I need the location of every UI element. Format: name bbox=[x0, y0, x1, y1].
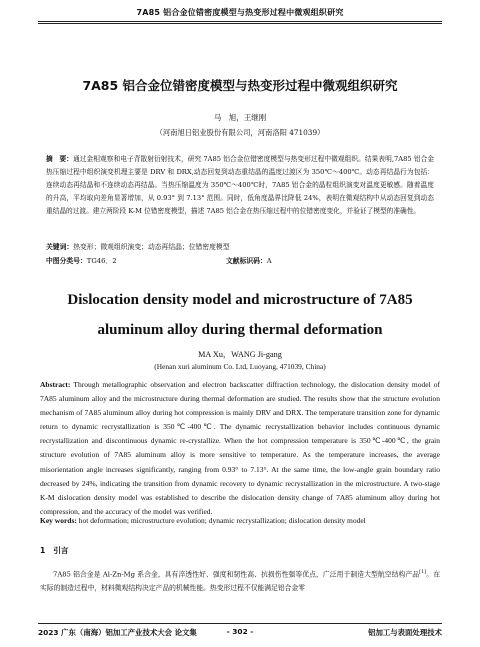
english-abstract-label: Abstract: bbox=[40, 380, 71, 389]
english-title: Dislocation density model and microstructure of 7A85 aluminum alloy during thermal deformation bbox=[67, 292, 413, 338]
header-rule-thin bbox=[38, 23, 442, 24]
chinese-keywords-label: 关键词： bbox=[46, 243, 74, 251]
document-code-value: A bbox=[266, 257, 272, 265]
document-code-label: 文献标识码： bbox=[226, 257, 267, 265]
body-paragraph bbox=[40, 566, 440, 595]
page-number: - 302 - bbox=[226, 627, 254, 636]
chinese-abstract-text: 通过金相观察和电子背散射衍射技术，研究 7A85 铝合金位错密度模型与热变形过程中微观组织。结果表明,7A85 铝合金热压缩过程中组织演变机理主要是 DRV 和 DRX,动态回复到动态重结晶的温度过渡区为 350℃～400℃。动态再结晶行为包括：连续动态再结晶和不连续动态再结晶。当热压缩温度为 350℃～400℃时，7A85 铝合金的晶粒组织演变对温度更敏感。随着温度的升高，平均取向差角显著增加，从 0.93° 到 7.13° 范围。同时，低角度晶界比降低 24%，表明在微观结构中从动态回复到动态重结晶的过渡。建立两阶段 K-M 位错密度模型，描述 7A85 铝合金在热压缩过程中的位错密度变化，并验证了模型的准确性。 bbox=[46, 155, 435, 215]
footer-proceedings: 2023 广东（南海）铝加工产业技术大会 论文集 bbox=[38, 628, 197, 637]
header-rule bbox=[38, 21, 442, 22]
english-authors: MA Xu，WANG Ji-gang bbox=[198, 350, 282, 359]
footer-section: 铝加工与表面处理技术 bbox=[368, 628, 442, 637]
running-header: 7A85 铝合金位错密度模型与热变形过程中微观组织研究 bbox=[136, 8, 344, 17]
chinese-authors: 马 旭，王继刚 bbox=[213, 113, 267, 122]
chinese-keywords bbox=[46, 241, 434, 251]
classification-row bbox=[46, 255, 434, 265]
clc-value: TG46．2 bbox=[86, 257, 117, 265]
section-number: 1 bbox=[40, 546, 46, 555]
chinese-keywords-text: 热变形；微观组织演变；动态再结晶；位错密度模型 bbox=[73, 243, 230, 251]
body-text-part2: 。在实际的制造过程中，材料微观结构决定产品的机械性能。热变形过程不仅能满足铝合金零 bbox=[40, 570, 441, 592]
document-code bbox=[226, 255, 272, 265]
english-affiliation: (Henan xuri aluminum Co. Ltd, Luoyang, 471039, China) bbox=[154, 362, 326, 371]
chinese-abstract bbox=[46, 153, 434, 218]
chinese-affiliation: （河南旭日铝业股份有限公司，河南洛阳 471039） bbox=[155, 128, 325, 137]
citation-ref: [1] bbox=[419, 569, 427, 575]
chinese-title: 7A85 铝合金位错密度模型与热变形过程中微观组织研究 bbox=[82, 78, 398, 93]
clc-label: 中图分类号： bbox=[46, 257, 87, 265]
english-keywords-text: hot deformation; microstructure evolution; dynamic recrystallization; dislocation density model bbox=[78, 516, 366, 525]
english-keywords bbox=[40, 516, 440, 525]
english-abstract-text: Through metallographic observation and electron backscatter diffraction technology, the dislocation density model of 7A85 aluminum alloy and the microstructure during thermal deformation are studied. The results show that the structure evolution mechanism of 7A85 aluminum alloy during hot compression is mainly DRV and DRX. The temperature transition zone for dynamic return to dynamic recrystallization is 350℃-400℃. The dynamic recrystallization behavior includes continuous dynamic recrystallization and discontinuous dynamic re-crystallize. When the hot compression temperature is 350℃-400℃, the grain structure evolution of 7A85 aluminum alloy is more sensitive to temperature. As the temperature increases, the average misorientation angle increases significantly, ranging from 0.93° to 7.13°. At the same time, the low-angle grain boundary ratio decreased by 24%, indicating the transition from dynamic recovery to dynamic recrystallization in the microstructure. A two-stage K-M dislocation density model was established to describe the dislocation density change of 7A85 aluminum alloy during hot compression, and the accuracy of the model was verified. bbox=[40, 380, 440, 516]
body-text-part1: 7A85 铝合金是 Al-Zn-Mg 系合金，具有淬透性好、强度和韧性高、抗损伤性强等优点，广泛用于制造大型航空结构产品 bbox=[53, 570, 420, 579]
section-heading bbox=[40, 545, 68, 556]
chinese-abstract-label: 摘 要： bbox=[46, 155, 73, 163]
section-title: 引言 bbox=[53, 546, 69, 555]
english-keywords-label: Key words: bbox=[40, 516, 77, 525]
english-abstract bbox=[40, 378, 440, 519]
footer-rule bbox=[38, 623, 442, 624]
